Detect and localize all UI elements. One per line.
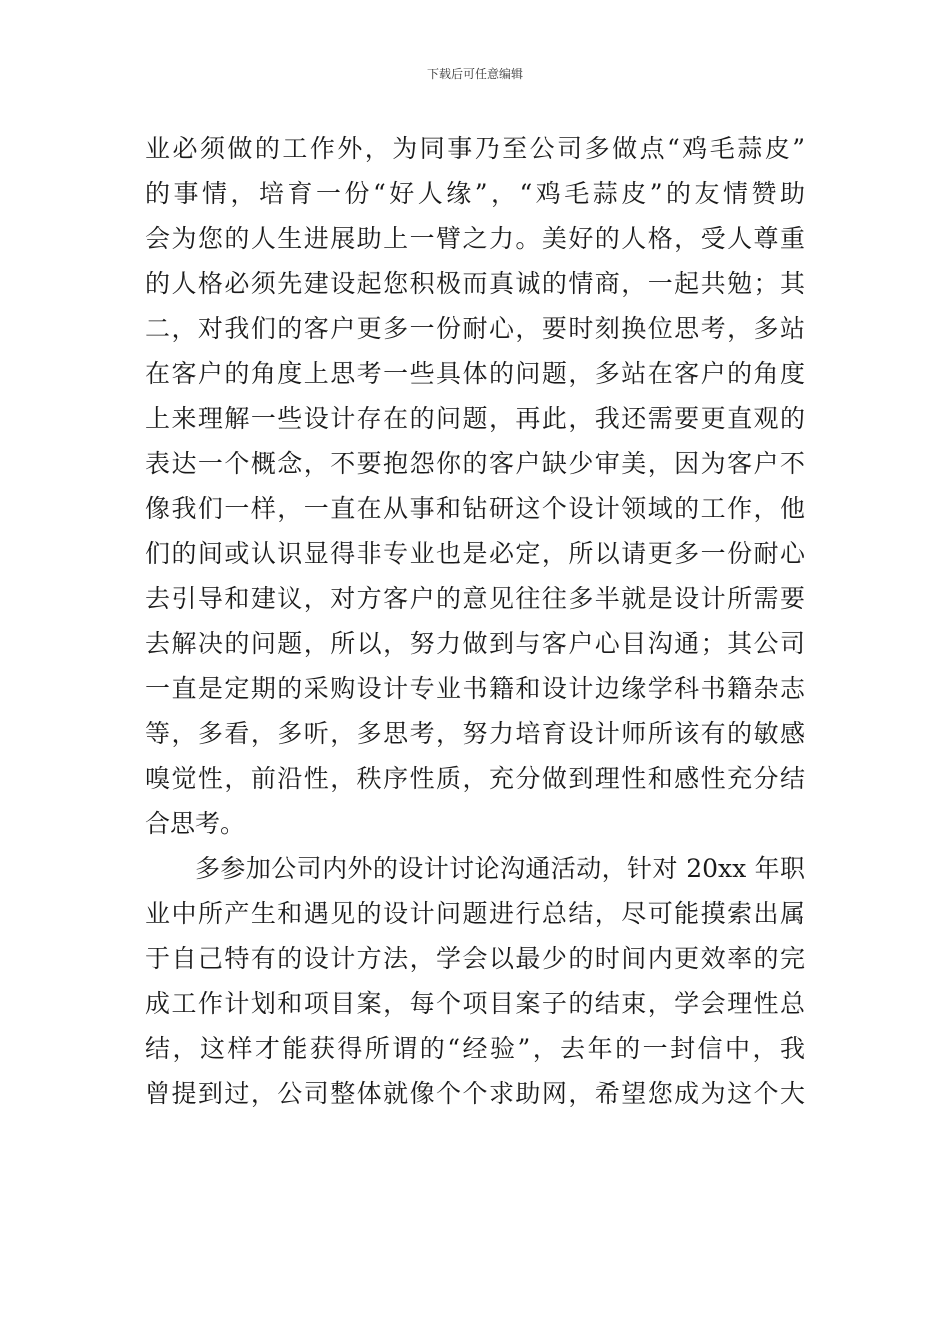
text-line: 业中所产生和遇见的设计问题进行总结，尽可能摸索出属 (145, 899, 805, 928)
text-line: 二，对我们的客户更多一份耐心，要时刻换位思考，多站 (145, 314, 805, 343)
text-line: 业必须做的工作外，为同事乃至公司多做点“鸡毛蒜皮” (145, 134, 805, 163)
paragraph-2 (145, 846, 805, 1116)
text-line: 一直是定期的采购设计专业书籍和设计边缘学科书籍杂志 (145, 674, 805, 703)
text-line: 成工作计划和项目案，每个项目案子的结束，学会理性总 (145, 989, 805, 1018)
text-line: 结，这样才能获得所谓的“经验”，去年的一封信中，我 (145, 1034, 805, 1063)
text-line: 等，多看，多听，多思考，努力培育设计师所该有的敏感 (145, 719, 805, 748)
text-line: 去引导和建议，对方客户的意见往往多半就是设计所需要 (145, 584, 805, 613)
text-line: 曾提到过，公司整体就像个个求助网，希望您成为这个大 (145, 1079, 805, 1108)
text-line: 在客户的角度上思考一些具体的问题，多站在客户的角度 (145, 359, 805, 388)
text-line: 多参加公司内外的设计讨论沟通活动，针对 20xx 年职 (195, 854, 805, 883)
text-line: 像我们一样，一直在从事和钻研这个设计领域的工作，他 (145, 494, 805, 523)
text-line: 于自己特有的设计方法，学会以最少的时间内更效率的完 (145, 944, 805, 973)
text-line: 的事情，培育一份“好人缘”，“鸡毛蒜皮”的友情赞助 (145, 179, 805, 208)
text-line: 嗅觉性，前沿性，秩序性质，充分做到理性和感性充分结 (145, 764, 805, 793)
text-line: 上来理解一些设计存在的问题，再此，我还需要更直观的 (145, 404, 805, 433)
text-line: 表达一个概念，不要抱怨你的客户缺少审美，因为客户不 (145, 449, 805, 478)
text-line: 们的间或认识显得非专业也是必定，所以请更多一份耐心 (145, 539, 805, 568)
text-line: 合思考。 (145, 809, 246, 838)
text-line: 的人格必须先建设起您积极而真诚的情商，一起共勉；其 (145, 269, 805, 298)
text-line: 去解决的问题，所以，努力做到与客户心目沟通；其公司 (145, 629, 805, 658)
document-body (145, 126, 805, 1116)
paragraph-1 (145, 126, 805, 846)
text-line: 会为您的人生进展助上一臂之力。美好的人格，受人尊重 (145, 224, 805, 253)
page-header-watermark: 下载后可任意编辑 (426, 67, 523, 81)
